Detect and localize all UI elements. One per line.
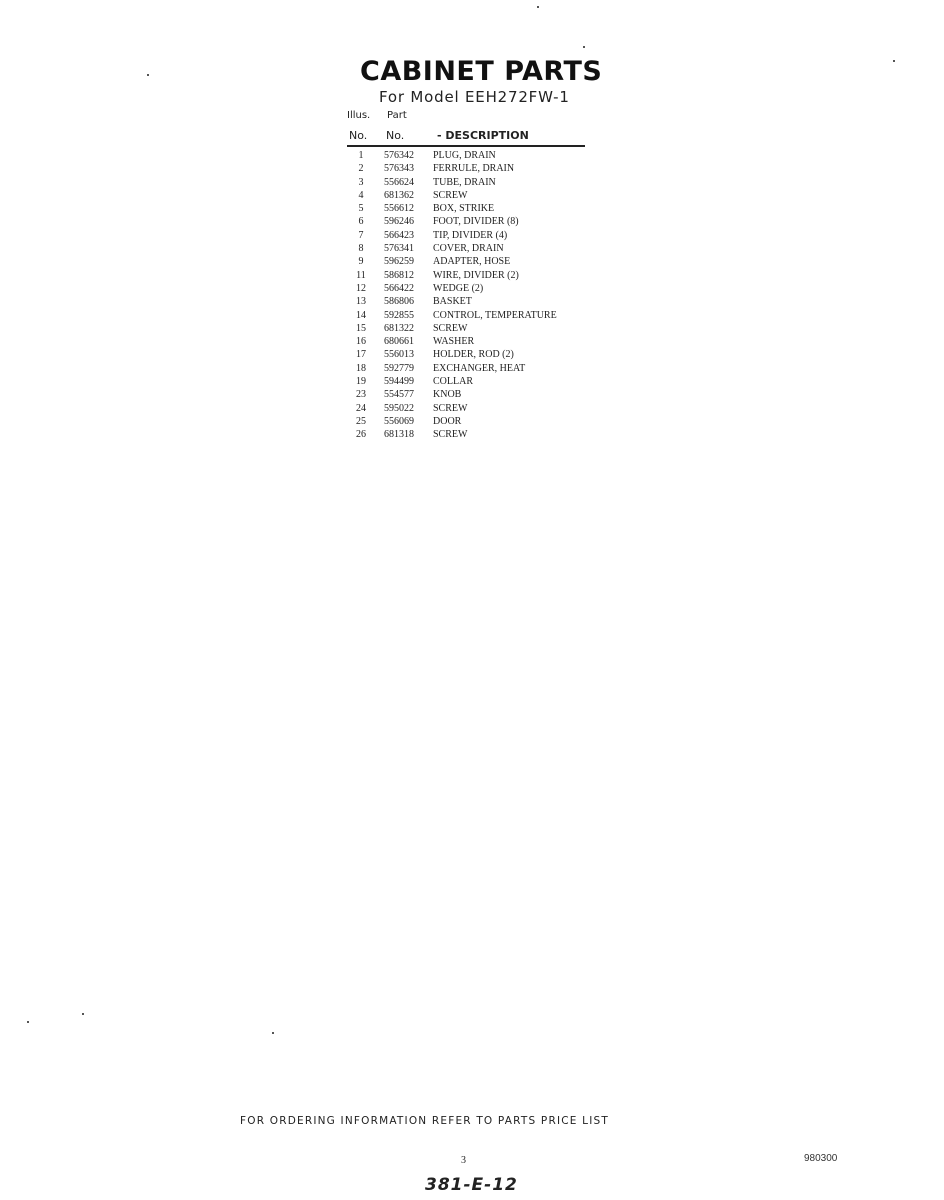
part-number: 595022 [384, 402, 414, 414]
list-item [352, 322, 612, 335]
list-item [352, 335, 612, 348]
scan-speck [27, 1021, 29, 1023]
scan-speck [583, 46, 585, 48]
scan-speck [272, 1032, 274, 1034]
page-title: CABINET PARTS [360, 56, 603, 87]
part-number: 680661 [384, 336, 414, 348]
part-number: 576342 [384, 150, 414, 161]
list-item [352, 255, 612, 268]
part-header-line2: No. [386, 129, 405, 142]
part-description: WIRE, DIVIDER (2) [433, 269, 519, 281]
list-item [352, 428, 612, 441]
page-number: 3 [461, 1155, 466, 1166]
illus-number: 14 [356, 309, 366, 321]
illus-number: 5 [358, 203, 364, 215]
parts-list [352, 149, 612, 442]
document-number: 980300 [804, 1153, 838, 1164]
list-item [352, 229, 612, 242]
part-description: KNOB [433, 389, 462, 401]
part-description: COVER, DRAIN [433, 243, 504, 255]
part-description: SCREW [433, 429, 468, 441]
part-number: 594499 [384, 376, 414, 388]
part-number: 681362 [384, 189, 414, 201]
list-item [352, 348, 612, 361]
part-number: 586812 [384, 269, 414, 281]
part-number: 681318 [384, 429, 414, 441]
part-header-line1: Part [387, 110, 407, 121]
illus-header-line1: Illus. [347, 110, 371, 121]
illus-number: 16 [356, 336, 366, 348]
list-item [352, 309, 612, 322]
illus-number: 24 [356, 402, 366, 414]
description-header: - DESCRIPTION [437, 129, 529, 142]
part-description: ADAPTER, HOSE [433, 256, 511, 268]
ordering-note: FOR ORDERING INFORMATION REFER TO PARTS PRICE LIST [240, 1115, 609, 1127]
illus-number: 12 [356, 282, 366, 294]
list-item [352, 402, 612, 415]
illus-number: 15 [356, 322, 366, 334]
illus-number: 4 [358, 189, 364, 201]
part-description: PLUG, DRAIN [433, 150, 496, 161]
part-number: 576341 [384, 243, 414, 255]
list-item [352, 295, 612, 308]
illus-number: 2 [358, 163, 364, 175]
part-number: 576343 [384, 163, 414, 175]
part-number: 596259 [384, 256, 414, 268]
part-description: SCREW [433, 189, 468, 201]
part-number: 556612 [384, 203, 414, 215]
part-number: 554577 [384, 389, 414, 401]
illus-number: 6 [358, 216, 364, 228]
list-item [352, 362, 612, 375]
list-item [352, 242, 612, 255]
part-number: 592779 [384, 362, 414, 374]
illus-number: 25 [356, 415, 366, 427]
illus-number: 3 [358, 176, 364, 188]
illus-number: 17 [356, 349, 366, 361]
part-description: WASHER [433, 336, 475, 348]
list-item [352, 162, 612, 175]
list-item [352, 388, 612, 401]
illus-number: 9 [358, 256, 364, 268]
part-description: SCREW [433, 402, 468, 414]
part-number: 566423 [384, 229, 414, 241]
model-subtitle: For Model EEH272FW-1 [379, 88, 570, 106]
part-number: 556624 [384, 176, 414, 188]
part-description: TIP, DIVIDER (4) [433, 229, 508, 241]
scan-speck [82, 1013, 84, 1015]
part-number: 566422 [384, 282, 414, 294]
part-number: 592855 [384, 309, 414, 321]
illus-number: 7 [358, 229, 364, 241]
part-description: CONTROL, TEMPERATURE [433, 309, 557, 321]
part-description: EXCHANGER, HEAT [433, 362, 526, 374]
list-item [352, 202, 612, 215]
illus-number: 18 [356, 362, 366, 374]
part-description: HOLDER, ROD (2) [433, 349, 514, 361]
illus-number: 26 [356, 429, 366, 441]
list-item [352, 176, 612, 189]
illus-number: 8 [358, 243, 364, 255]
part-number: 596246 [384, 216, 414, 228]
header-rule [347, 145, 585, 147]
part-number: 586806 [384, 296, 414, 308]
list-item [352, 415, 612, 428]
part-number: 681322 [384, 322, 414, 334]
illus-number: 19 [356, 376, 366, 388]
illus-number: 13 [356, 296, 366, 308]
part-description: SCREW [433, 322, 468, 334]
part-description: WEDGE (2) [433, 282, 484, 294]
part-description: COLLAR [433, 376, 473, 388]
scan-speck [537, 6, 539, 8]
list-item [352, 215, 612, 228]
illus-number: 11 [356, 269, 366, 281]
part-description: FOOT, DIVIDER (8) [433, 216, 519, 228]
scan-speck [893, 60, 895, 62]
illus-header-line2: No. [349, 129, 368, 142]
illus-number: 1 [358, 150, 364, 161]
handwritten-note: 381-E-12 [425, 1175, 518, 1195]
part-description: TUBE, DRAIN [433, 176, 496, 188]
scan-speck [147, 74, 149, 76]
list-item [352, 149, 612, 162]
part-number: 556069 [384, 415, 414, 427]
list-item [352, 189, 612, 202]
part-description: DOOR [433, 415, 462, 427]
part-description: FERRULE, DRAIN [433, 163, 515, 175]
list-item [352, 269, 612, 282]
part-description: BASKET [433, 296, 472, 308]
part-number: 556013 [384, 349, 414, 361]
list-item [352, 282, 612, 295]
list-item [352, 375, 612, 388]
illus-number: 23 [356, 389, 366, 401]
part-description: BOX, STRIKE [433, 203, 495, 215]
